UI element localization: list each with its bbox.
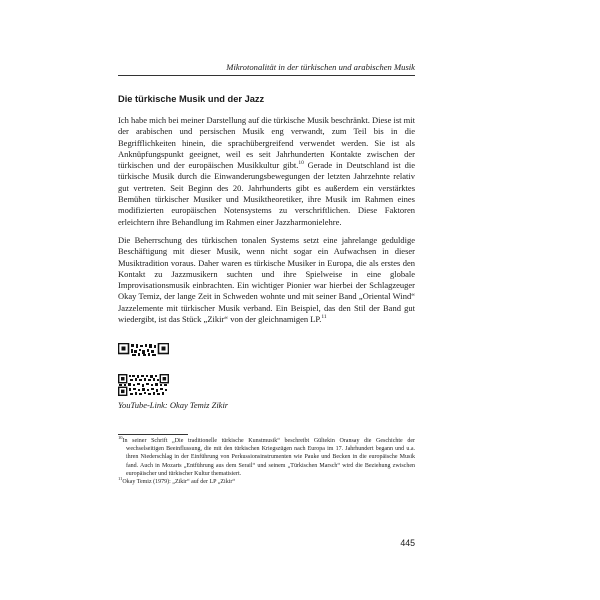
qr-code-icon[interactable] [118,374,169,396]
header-rule [118,75,415,76]
paragraph-2 [118,235,415,325]
footnote-10 [118,437,415,478]
footnote-text: Okay Temiz (1979): „Zikir“ auf der LP „Zikir“ [122,479,236,486]
youtube-link-caption[interactable]: YouTube-Link: Okay Temiz Zikir [118,400,229,410]
section-title: Die türkische Musik und der Jazz [118,94,265,104]
page-number: 445 [400,538,415,548]
footnote-text: In seiner Schrift „Die traditionelle türkische Kunstmusik“ beschreibt Gültekin Oransay die Geschichte der wechselseitigen Beeinflussung, die mit den türkischen Kriegszügen nach Europa im 17. Jahrhundert begann und u.a. ihren Niederschlag in der Einführung von Perkussionsinstrumenten wie Pauke und Becken in die europäische Musik fand. Auch in Mozarts „Entführung aus dem Serail“ und seinem „Türkischen Marsch“ wird die Beziehung zwischen europäischer und türkischer Kultur thematisiert. [122,438,415,477]
footnote-11 [118,478,415,486]
footnote-ref-10[interactable]: 10 [298,160,304,167]
footnote-number: 10 [118,435,123,440]
paragraph-1-text-a: Ich habe mich bei meiner Darstellung auf die türkische Musik beschränkt. Diese ist mit der arabischen und persischen Musik eng verwandt, zum Teil bis in die Begrifflichkeiten hinein, die sprachübergreifend verwendet werden. Sie ist als Anknüpfungspunkt geeignet, weil es seit Jahrhunderten Kontakte zwischen der türkischen und der europäischen Musikkultur gibt. [118,115,415,171]
footnote-ref-11[interactable]: 11 [321,314,327,321]
paragraph-1-text-b: Gerade in Deutschland ist die türkische Musik durch die Einwanderungsbewegungen der letzten Jahrzehnte relativ gut vertreten. Seit Beginn des 20. Jahrhunderts gibt es außerdem ein verstärktes Bemühen türkischer Musiker und Musiktheoretiker, ihre Musik im Rahmen eines modifizierten europäischen Notensystems zu verschriftlichen. Diese Faktoren erleichtern ihre Behandlung im Rahmen einer Jazzharmonielehre. [118,160,415,227]
paragraph-1 [118,115,415,228]
footnote-number: 11 [118,476,123,482]
footnotes [118,437,415,486]
paragraph-2-text: Die Beherrschung des türkischen tonalen Systems setzt eine jahrelange geduldige Beschäftigung mit dieser Musik, wenn nicht sogar ein Aufwachsen in dieser Musiktradition voraus. Daher waren es türkische Musiker in Europa, die als erstes den Kontakt zu Jazzmusikern suchten und ihre Spielweise in eine globale Improvisationsmusik einbrachten. Ein wichtiger Pionier war hierbei der Schlagzeuger Okay Temiz, der lange Zeit in Schweden wohnte und mit seiner Band „Oriental Wind“ Jazzelemente mit türkischer Musik verband. Ein Beispiel, das den Stil der Band gut wiedergibt, ist das Stück „Zikir“ von der gleichnamigen LP. [118,234,415,325]
body-text [118,115,415,325]
qr-code-icon[interactable] [118,343,169,356]
footnote-rule [118,434,188,435]
running-head: Mikrotonalität in der türkischen und arabischen Musik [226,62,415,72]
